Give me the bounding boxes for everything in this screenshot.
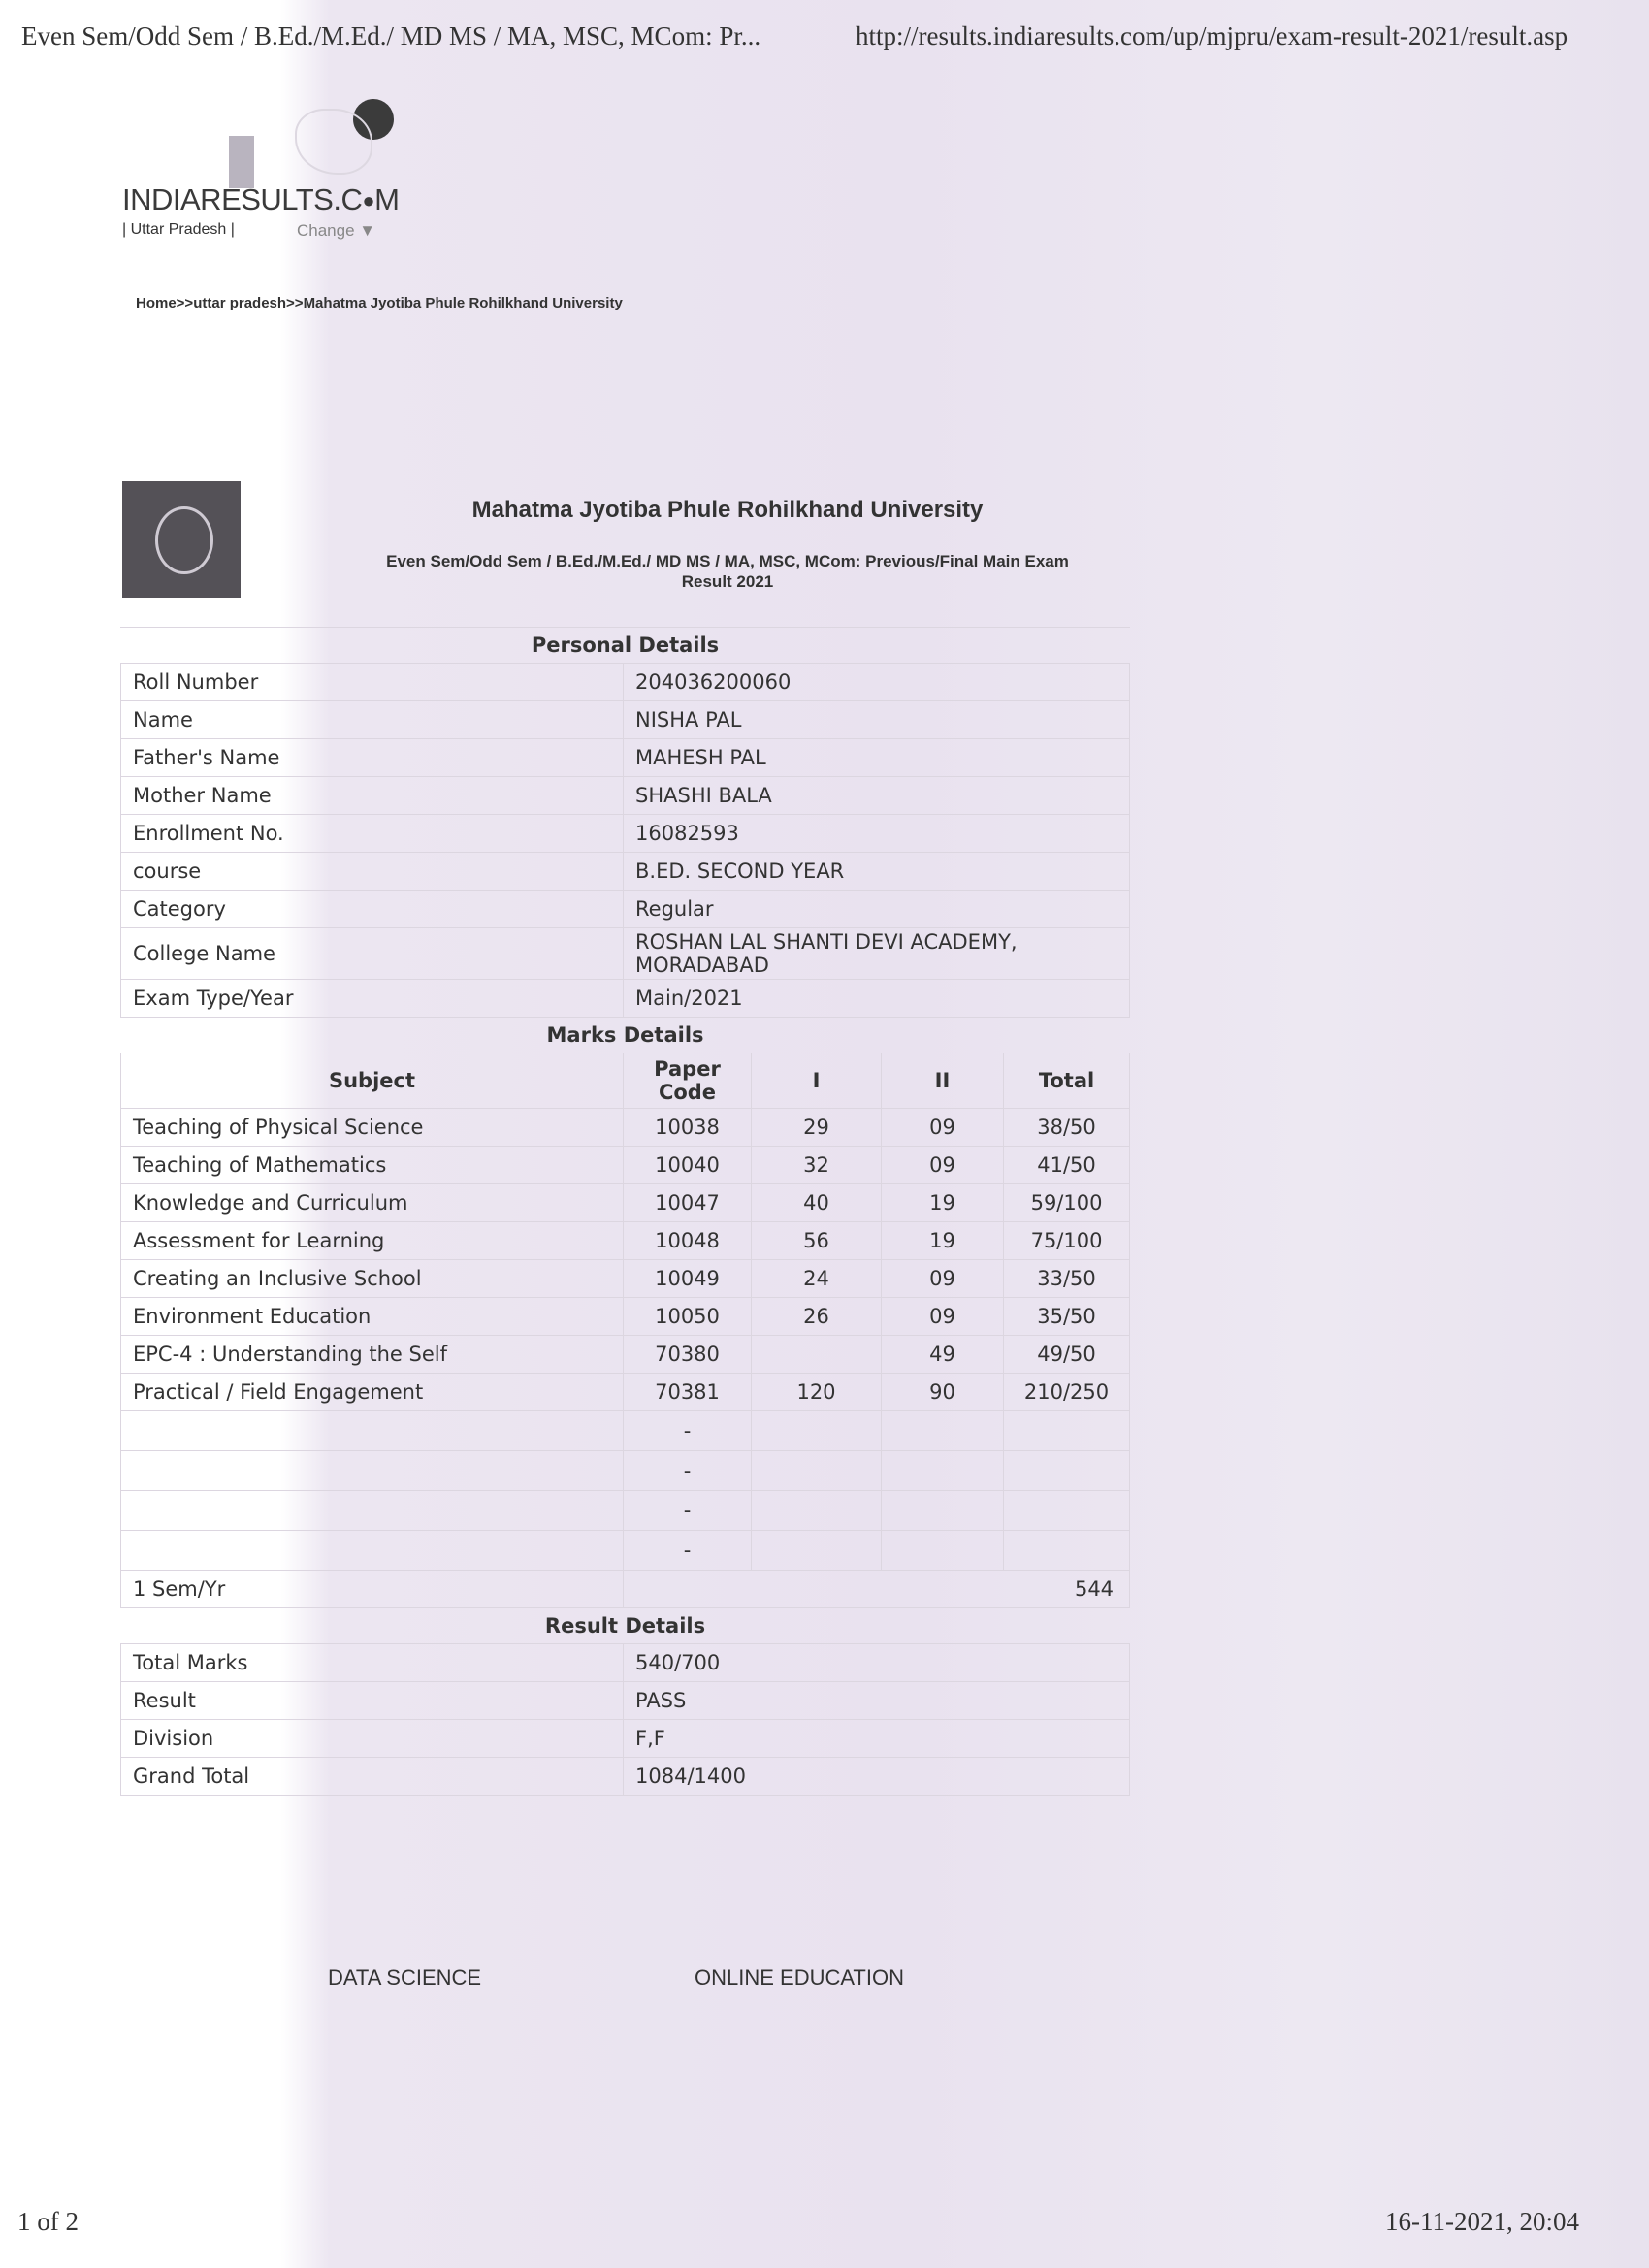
table-row: Teaching of Mathematics 10040 32 09 41/50 (121, 1147, 1130, 1184)
personal-row: Mother Name SHASHI BALA (121, 777, 1130, 815)
data-science-link[interactable]: DATA SCIENCE (328, 1965, 482, 1990)
exam-title-line: Even Sem/Odd Sem / B.Ed./M.Ed./ MD MS / MA, MSC, MCom: Previous/Final Main Exam (386, 552, 1069, 570)
state-map-icon (295, 109, 372, 175)
print-header-url: http://results.indiaresults.com/up/mjpru/exam-result-2021/result.asp (856, 21, 1568, 50)
personal-row: Enrollment No. 16082593 (121, 815, 1130, 853)
col-total: Total (1004, 1053, 1130, 1109)
marks-header-row (121, 1053, 1130, 1109)
table-row: Practical / Field Engagement 70381 120 90 210/250 (121, 1374, 1130, 1411)
blank-row: - (121, 1411, 1130, 1451)
sem-total-row: 1 Sem/Yr 544 (121, 1571, 1130, 1608)
exam-title (330, 551, 1125, 592)
personal-row: College Name ROSHAN LAL SHANTI DEVI ACADEMY, MORADABAD (121, 928, 1130, 980)
table-row: Knowledge and Curriculum 10047 40 19 59/100 (121, 1184, 1130, 1222)
col-one: I (752, 1053, 882, 1109)
personal-row: Roll Number 204036200060 (121, 664, 1130, 701)
result-row: Result PASS (121, 1682, 1130, 1720)
result-row: Division F,F (121, 1720, 1130, 1758)
online-education-link[interactable]: ONLINE EDUCATION (695, 1965, 904, 1990)
col-two: II (882, 1053, 1004, 1109)
blank-row: - (121, 1491, 1130, 1531)
change-region-link[interactable]: Change ▼ (297, 221, 376, 240)
breadcrumb[interactable]: Home>>uttar pradesh>>Mahatma Jyotiba Phule Rohilkhand University (136, 295, 623, 311)
region-label: | Uttar Pradesh | (122, 221, 235, 238)
blank-row: - (121, 1531, 1130, 1571)
personal-row: Father's Name MAHESH PAL (121, 739, 1130, 777)
blank-row: - (121, 1451, 1130, 1491)
site-logo[interactable] (122, 97, 413, 252)
table-row: Teaching of Physical Science 10038 29 09 38/50 (121, 1109, 1130, 1147)
university-name: Mahatma Jyotiba Phule Rohilkhand University (471, 497, 984, 523)
col-subject: Subject (121, 1053, 624, 1109)
result-row: Total Marks 540/700 (121, 1644, 1130, 1682)
table-row: Environment Education 10050 26 09 35/50 (121, 1298, 1130, 1336)
table-row: EPC-4 : Understanding the Self 70380 49 49/50 (121, 1336, 1130, 1374)
logo-stem-shape (229, 136, 254, 188)
print-header-title: Even Sem/Odd Sem / B.Ed./M.Ed./ MD MS / MA, MSC, MCom: Pr... (21, 21, 761, 50)
result-table (120, 627, 1130, 1796)
page-number: 1 of 2 (17, 2207, 79, 2236)
print-datetime: 16-11-2021, 20:04 (1385, 2207, 1579, 2236)
exam-result-year: Result 2021 (681, 572, 774, 591)
university-seal-icon (122, 481, 241, 598)
marks-details-heading: Marks Details (121, 1018, 1130, 1053)
col-paper-code: Paper Code (624, 1053, 752, 1109)
personal-row: Exam Type/Year Main/2021 (121, 980, 1130, 1018)
personal-row: Name NISHA PAL (121, 701, 1130, 739)
personal-row: course B.ED. SECOND YEAR (121, 853, 1130, 891)
personal-row: Category Regular (121, 891, 1130, 928)
result-details-heading: Result Details (121, 1608, 1130, 1644)
personal-details-heading: Personal Details (121, 628, 1130, 664)
table-row: Assessment for Learning 10048 56 19 75/100 (121, 1222, 1130, 1260)
logo-wordmark: INDIARESULTS.C●M (122, 182, 400, 216)
result-row: Grand Total 1084/1400 (121, 1758, 1130, 1796)
table-row: Creating an Inclusive School 10049 24 09 33/50 (121, 1260, 1130, 1298)
